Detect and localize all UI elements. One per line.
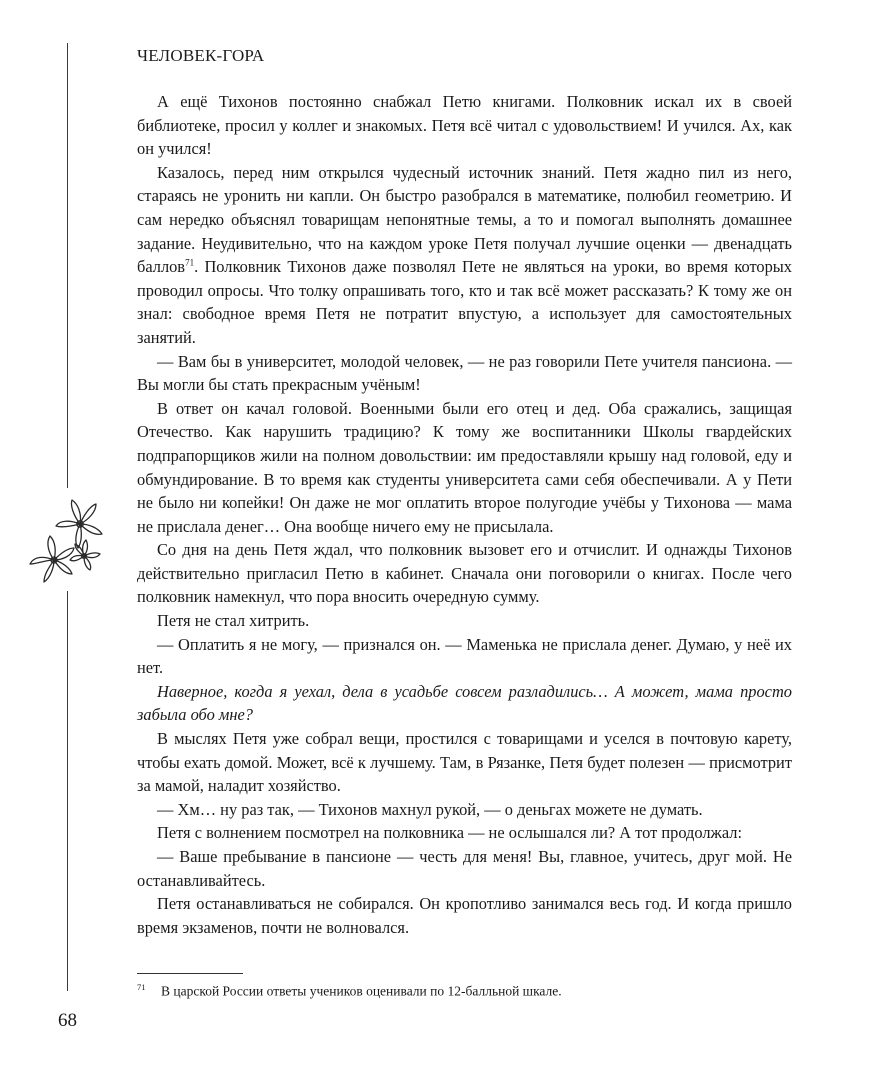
footnote (137, 982, 562, 1000)
paragraph: — Хм… ну раз так, — Тихонов махнул рукой, — о деньгах можете не думать. (157, 799, 703, 819)
paragraph: Петя не стал хитрить. (157, 611, 310, 631)
footnote-text: В царской России ответы учеников оценивали по 12-балльной шкале. (161, 983, 562, 999)
footnote-reference[interactable]: 71 (185, 257, 195, 268)
paragraph: — Оплатить я не могу, — признался он. — Маменька не прислала денег. Думаю, у неё их нет. (137, 634, 792, 678)
paragraph: Петя с волнением посмотрел на полковника — не ослышался ли? А тот продолжал: (157, 823, 743, 843)
paragraph: — Вам бы в университет, молодой человек, — не раз говорили Пете учителя пансиона. — Вы могли бы стать прекрасным учёным! (137, 351, 792, 395)
flowers-icon (28, 494, 108, 586)
paragraph-text: . Полковник Тихонов даже позволял Пете не являться на уроки, во время которых проводил опросы. Что толку опрашивать того, кто и так всё может рассказать? К тому же он знал: свободное время Петя не потратит впустую, а использует для самостоятельных занятий. (137, 257, 792, 347)
paragraph (137, 161, 792, 350)
margin-rule-top (67, 43, 68, 488)
margin-rule-bottom (67, 591, 68, 991)
paragraph: Петя останавливаться не собирался. Он кропотливо занимался весь год. И когда пришло время экзаменов, почти не волновался. (137, 894, 792, 937)
paragraph: Со дня на день Петя ждал, что полковник вызовет его и отчислит. И однажды Тихонов действительно пригласил Петю в кабинет. Сначала они поговорили о книгах. После чего полковник намекнул, что пора вносить очередную сумму. (137, 540, 792, 607)
paragraph-italic: Наверное, когда я уехал, дела в усадьбе совсем разладились… А может, мама просто забыла обо мне? (137, 681, 792, 725)
paragraph: В ответ он качал головой. Военными были его отец и дед. Оба сражались, защищая Отечество. Как нарушить традицию? К тому же воспитанники Школы гвардейских подпрапорщиков жили на полном довольствии: им предоставляли крышу над головой, еду и обмундирование. В то время как студенты университета сами себя обеспечивали. А у Пети не было ни копейки! Он даже не мог оплатить второе полугодие учёбы у Тихонова — мама не прислала денег… Она вообще ничего ему не присылала. (137, 398, 792, 536)
paragraph-text: Казалось, перед ним открылся чудесный источник знаний. Петя жадно пил из него, стараясь не уронить ни капли. Он быстро разобрался в математике, полюбил геометрию. И сам нередко объяснял товарищам непонятные темы, а то и помогал выполнять домашнее задание. Неудивительно, что на каждом уроке Петя получал лучшие оценки — двенадцать баллов (137, 162, 792, 277)
footnote-number: 71 (137, 982, 146, 992)
body-text (137, 90, 792, 939)
paragraph: — Ваше пребывание в пансионе — честь для меня! Вы, главное, учитесь, друг мой. Не останавливайтесь. (137, 847, 792, 890)
paragraph: А ещё Тихонов постоянно снабжал Петю книгами. Полковник искал их в своей библиотеке, просил у коллег и знакомых. Петя всё читал с удовольствием! И учился. Ах, как он учился! (137, 92, 792, 159)
running-head: ЧЕЛОВЕК-ГОРА (137, 46, 265, 65)
paragraph: В мыслях Петя уже собрал вещи, простился с товарищами и уселся в почтовую карету, чтобы ехать домой. Может, всё к лучшему. Там, в Рязанке, Петя будет полезен — присмотрит за мамой, наладит хозяйство. (137, 729, 792, 796)
footnote-separator (137, 973, 243, 974)
page-number: 68 (58, 1010, 77, 1031)
